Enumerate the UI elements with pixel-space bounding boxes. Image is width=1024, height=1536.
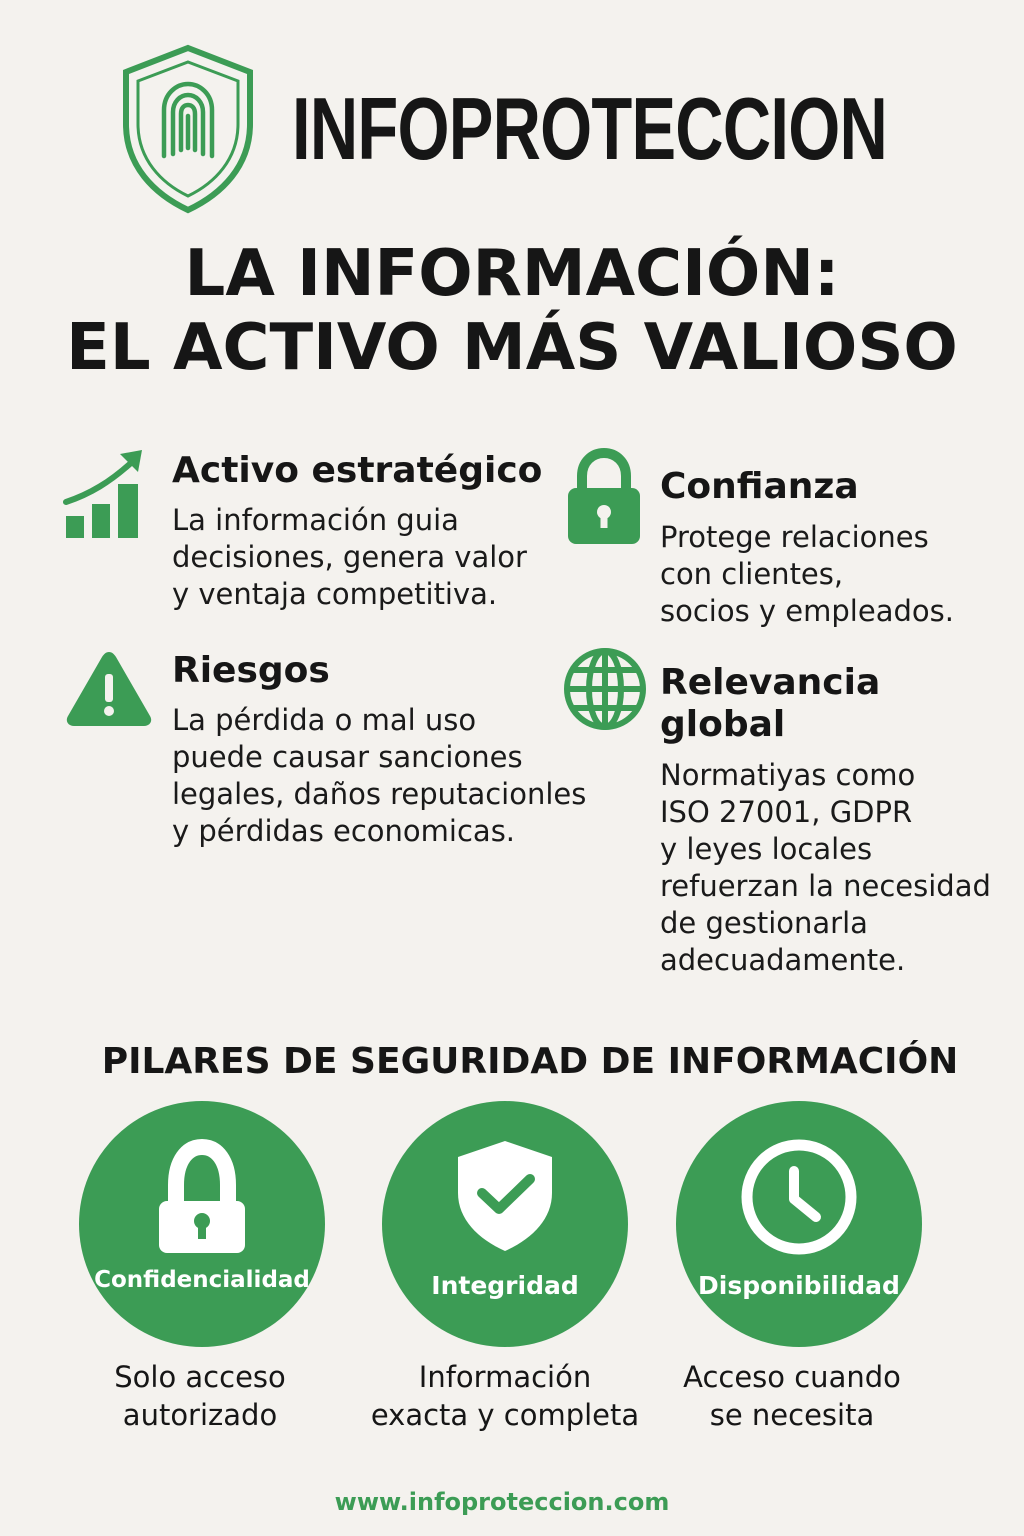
feature-body-relevancia: Normatiyas como ISO 27001, GDPR y leyes locales refuerzan la necesidad de gestionarla adecuadamente. [660,758,991,977]
pillar-desc-integridad: Información exacta y completa [370,1360,640,1432]
padlock-icon [79,1101,325,1347]
brand-name: INFOPROTECCION [292,79,888,178]
feature-title-activo: Activo estratégico [172,450,543,491]
shield-check-icon [382,1101,628,1347]
shield-fingerprint-icon [118,44,258,214]
pillar-label: Integridad [431,1271,579,1300]
pillar-integridad [382,1101,628,1347]
pillar-label: Disponibilidad [698,1271,900,1300]
chart-growth-icon [62,448,152,538]
footer-link[interactable]: www.infoproteccion.com [334,1488,670,1516]
pillar-desc-disponibilidad: Acceso cuando se necesita [683,1360,901,1432]
warning-icon [64,648,154,738]
pillar-confidencialidad [79,1101,325,1347]
feature-body-confianza: Protege relaciones con clientes, socios y empleados. [660,520,954,628]
page-title-line-2: EL ACTIVO MÁS VALIOSO [66,311,958,385]
feature-title-relevancia: Relevancia global [660,662,881,745]
clock-icon [676,1101,922,1347]
pillar-disponibilidad [676,1101,922,1347]
feature-body-riesgos: La pérdida o mal uso puede causar sanciones legales, daños reputacionles y pérdidas economicas. [172,703,587,848]
padlock-icon [566,448,656,538]
pillar-desc-confidencialidad: Solo acceso autorizado [114,1360,286,1432]
pillar-label: Confidencialidad [94,1267,310,1293]
pillars-title: PILARES DE SEGURIDAD DE INFORMACIÓN [101,1041,959,1082]
feature-title-confianza: Confianza [660,466,859,507]
globe-icon [562,646,652,736]
page-title-line-1: LA INFORMACIÓN: [184,237,840,311]
feature-title-riesgos: Riesgos [172,650,330,691]
feature-body-activo: La información guia decisiones, genera valor y ventaja competitiva. [172,503,527,611]
